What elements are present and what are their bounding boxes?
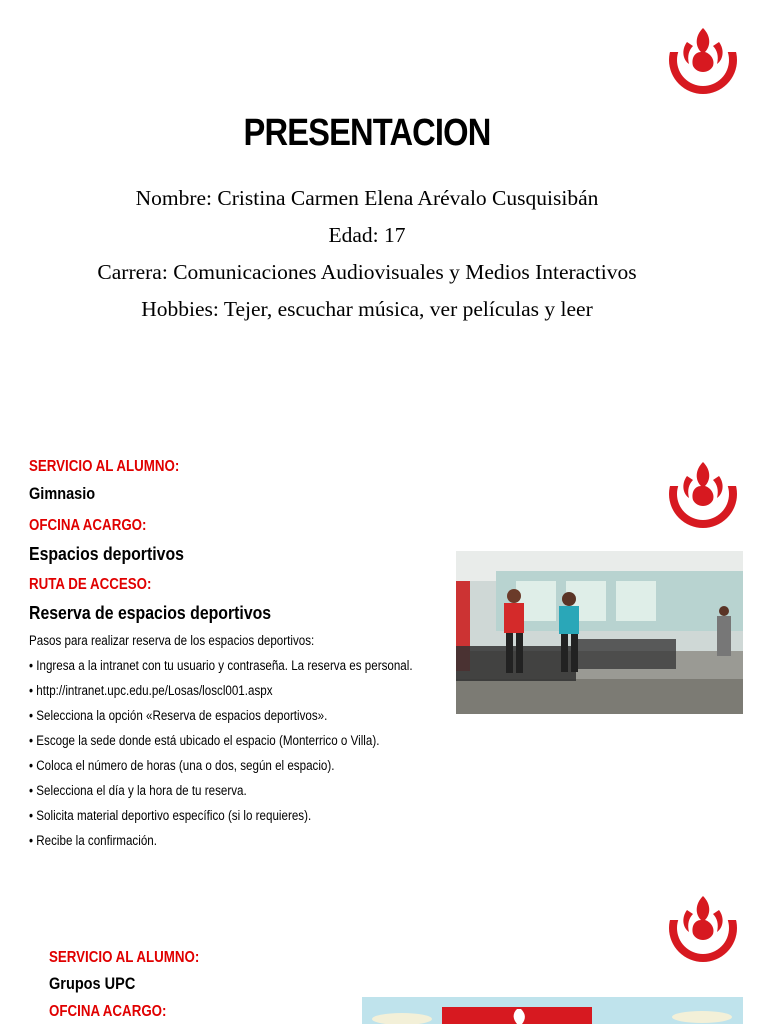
service-label: SERVICIO AL ALUMNO: [29, 458, 180, 475]
groups-section [49, 949, 224, 1027]
office-label: OFCINA ACARGO: [49, 1003, 167, 1020]
list-item: • Recibe la confirmación. [29, 833, 157, 848]
route-value: Reserva de espacios deportivos [29, 603, 272, 623]
page-title: PRESENTACION [243, 112, 491, 154]
career-line: Carrera: Comunicaciones Audiovisuales y Medios Interactivos [97, 260, 637, 284]
groups-photo [362, 997, 743, 1024]
gym-section [29, 458, 526, 858]
personal-info [0, 180, 734, 328]
hobbies-line: Hobbies: Tejer, escuchar música, ver películas y leer [141, 297, 593, 321]
list-item: • Selecciona el día y la hora de tu reserva. [29, 783, 247, 798]
service-value: Gimnasio [29, 485, 96, 503]
route-label: RUTA DE ACCESO: [29, 576, 152, 593]
list-item: • http://intranet.upc.edu.pe/Losas/loscl001.aspx [29, 683, 273, 698]
steps-list [29, 633, 526, 858]
list-item: • Escoge la sede donde está ubicado el espacio (Monterrico o Villa). [29, 733, 380, 748]
age-line: Edad: 17 [328, 223, 406, 247]
list-item: • Selecciona la opción «Reserva de espacios deportivos». [29, 708, 328, 723]
upc-logo-icon [665, 22, 741, 94]
steps-intro: Pasos para realizar reserva de los espacios deportivos: [29, 633, 315, 648]
list-item: • Ingresa a la intranet con tu usuario y contraseña. La reserva es personal. [29, 658, 413, 673]
name-line: Nombre: Cristina Carmen Elena Arévalo Cusquisibán [135, 186, 599, 210]
service-label: SERVICIO AL ALUMNO: [49, 949, 200, 966]
service-value: Grupos UPC [49, 975, 136, 993]
upc-logo-icon [665, 890, 741, 962]
list-item: • Solicita material deportivo específico (si lo requieres). [29, 808, 312, 823]
upc-logo-icon [665, 456, 741, 528]
office-label: OFCINA ACARGO: [29, 517, 147, 534]
gym-photo [456, 551, 743, 714]
office-value: Espacios deportivos [29, 544, 184, 564]
list-item: • Coloca el número de horas (una o dos, según el espacio). [29, 758, 335, 773]
